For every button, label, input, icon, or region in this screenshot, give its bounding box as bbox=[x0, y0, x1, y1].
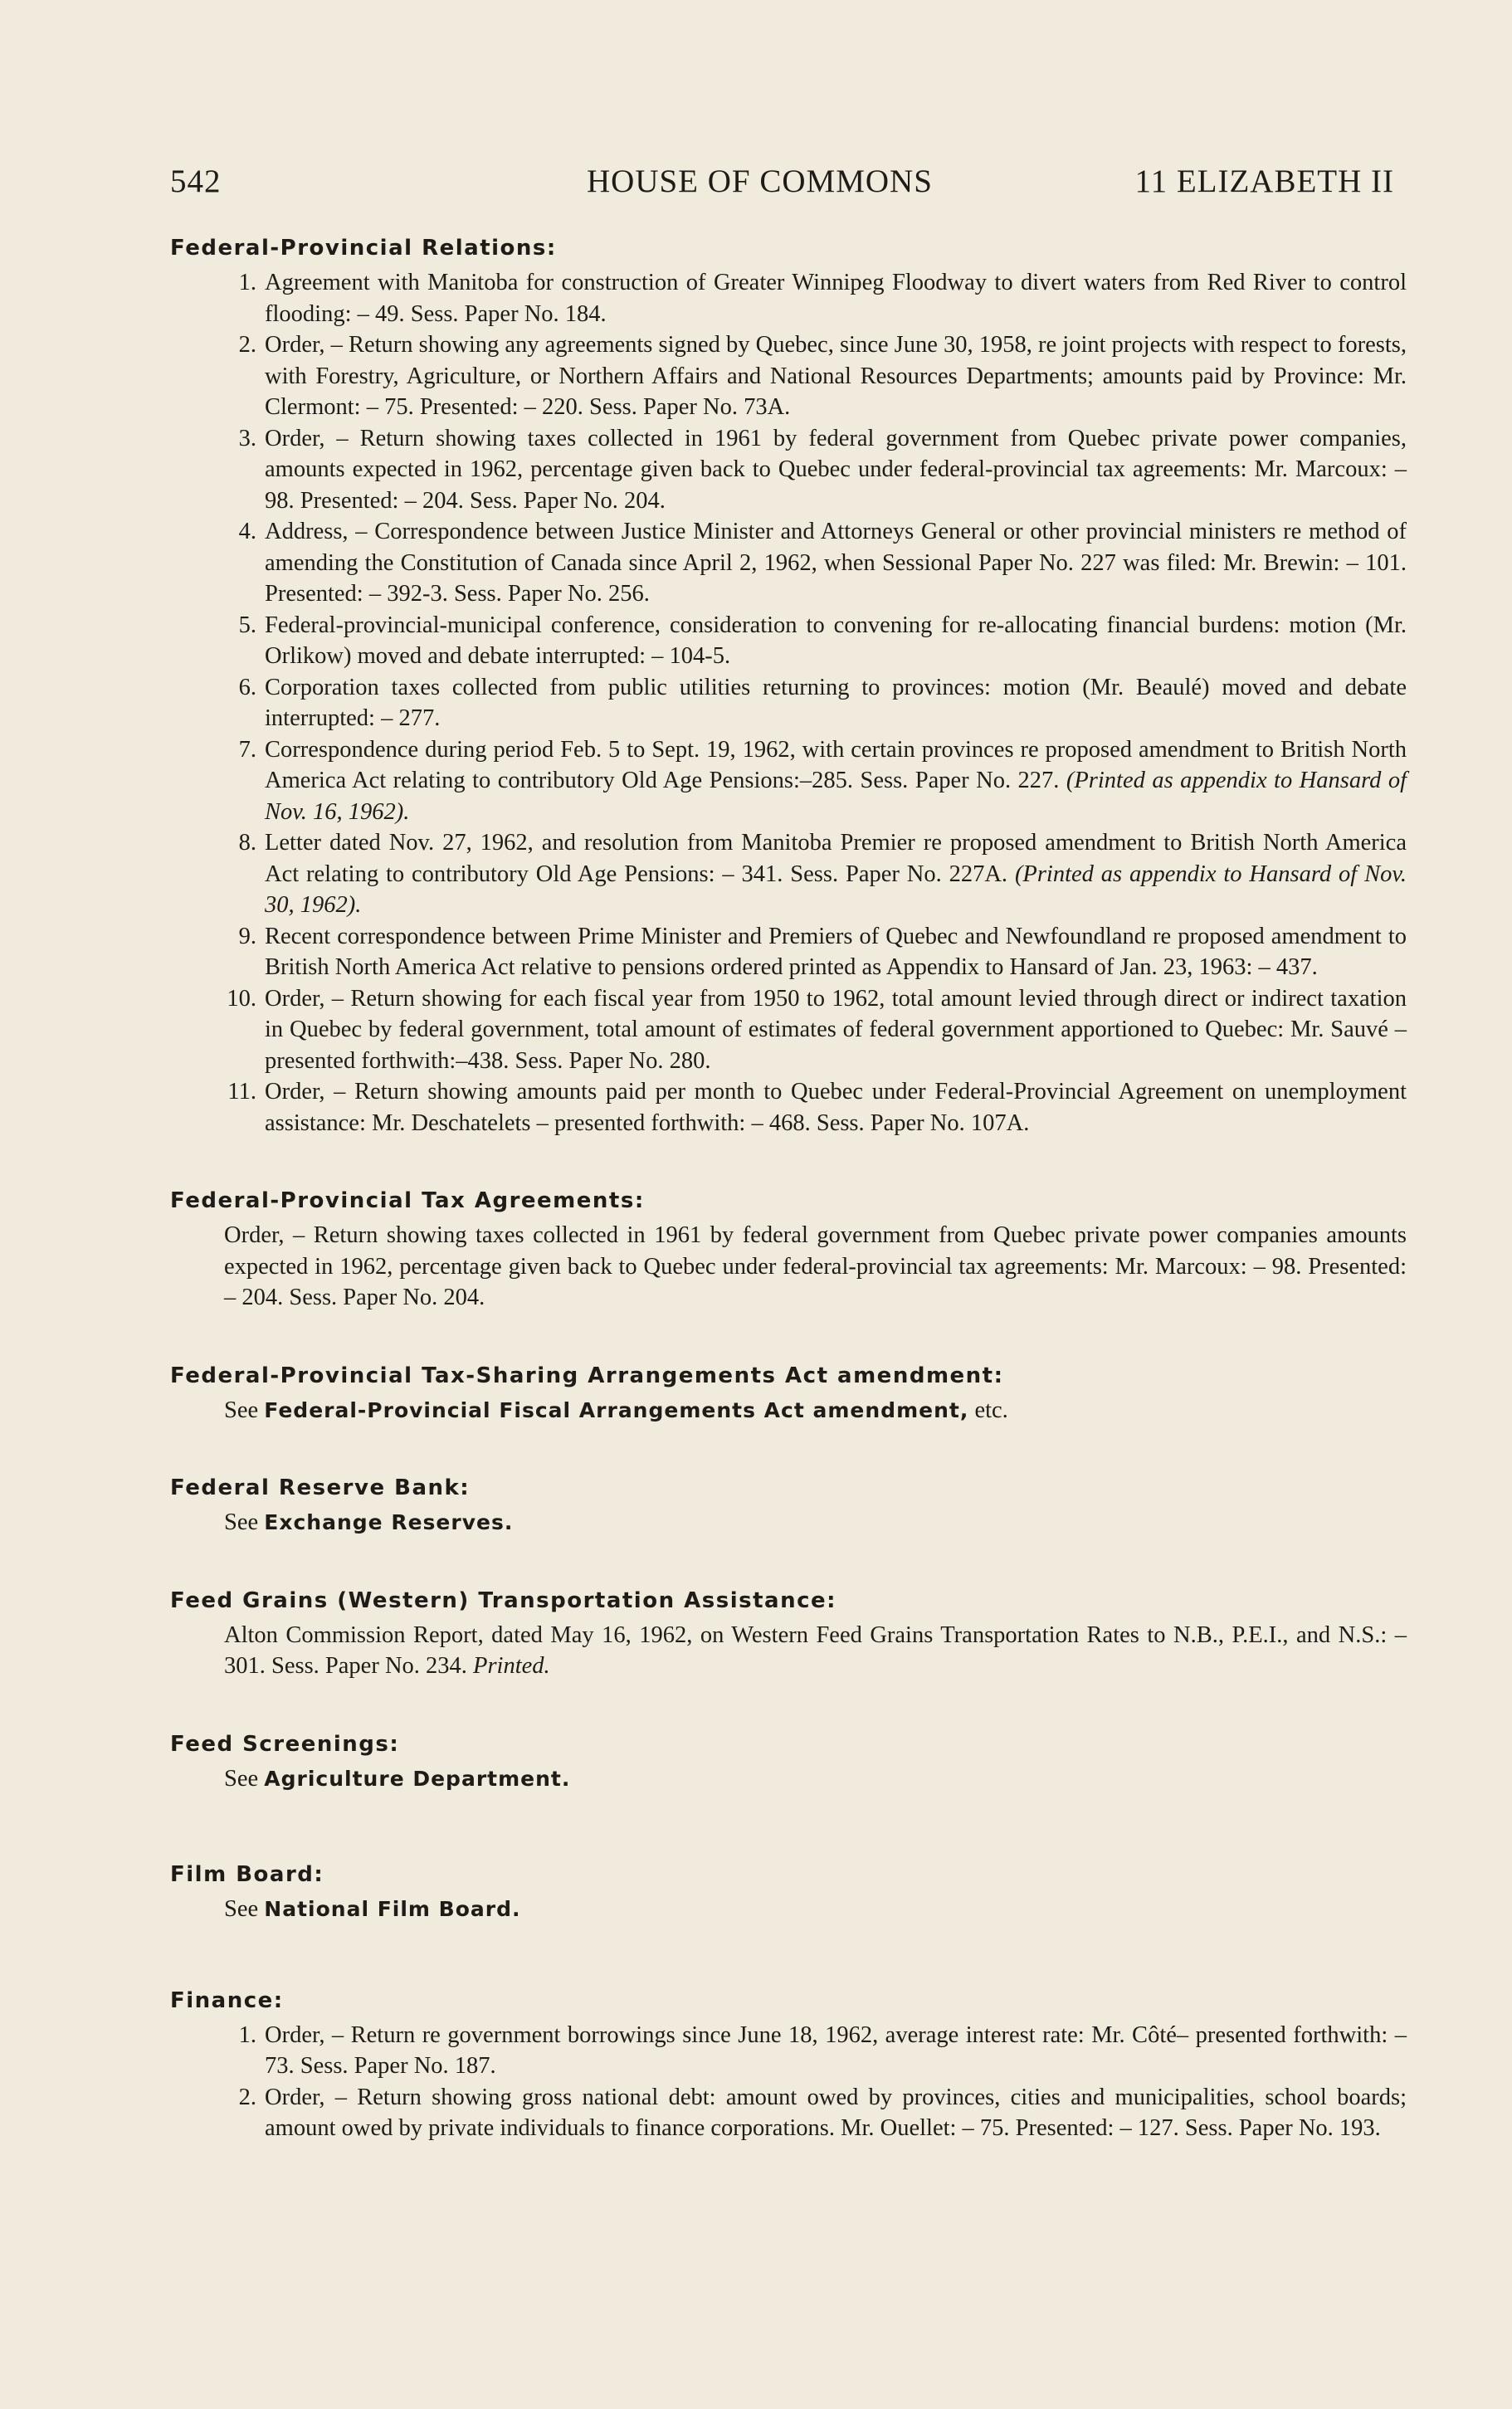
see-word: See bbox=[224, 1896, 259, 1922]
index-content bbox=[170, 232, 1407, 2191]
entry-number: 5. bbox=[238, 612, 256, 638]
cross-reference: Exchange Reserves. bbox=[264, 1510, 514, 1534]
section-federal-provincial-tax-agreements bbox=[170, 1185, 1407, 1314]
entry-italic-note: Printed. bbox=[473, 1653, 550, 1679]
section-heading: Feed Screenings: bbox=[170, 1731, 400, 1757]
index-entry bbox=[170, 2082, 1407, 2144]
index-entry bbox=[170, 516, 1407, 610]
entry-text: Address, – Correspondence between Justice Minister and Attorneys General or other provincial ministers re method of amending the Constitution of Canada since April 2, 1962, when Sessional Paper No. 227 was filed: Mr. Brewin: – 101. Presented: – 392-3. Sess. Paper No. 256. bbox=[265, 519, 1407, 607]
section-heading: Federal Reserve Bank: bbox=[170, 1475, 471, 1500]
entry-text: Order, – Return showing taxes collected in 1961 by federal government from Quebec private power companies, amounts expected in 1962, percentage given back to Quebec under federal-provincial tax agreements: Mr. Marcoux: – 98. Presented: – 204. Sess. Paper No. 204. bbox=[265, 425, 1407, 514]
index-entry bbox=[170, 329, 1407, 423]
section-federal-reserve-bank bbox=[170, 1472, 1407, 1539]
entry-number: 11. bbox=[227, 1079, 256, 1105]
see-reference bbox=[170, 1507, 1407, 1539]
entry-number: 2. bbox=[238, 2084, 256, 2110]
index-entry bbox=[170, 734, 1407, 828]
page-title: HOUSE OF COMMONS bbox=[587, 163, 933, 199]
entry-italic-note: (Printed as appendix to Hansard of Nov. 16, 1962). bbox=[265, 768, 1407, 825]
see-suffix: etc. bbox=[974, 1397, 1008, 1423]
entry-text-block bbox=[170, 1620, 1407, 1682]
section-heading: Federal-Provincial Relations: bbox=[170, 236, 557, 261]
section-heading: Federal-Provincial Tax Agreements: bbox=[170, 1188, 645, 1213]
entry-number: 1. bbox=[238, 2021, 256, 2048]
see-word: See bbox=[224, 1765, 259, 1792]
entry-number: 2. bbox=[238, 332, 256, 358]
running-header bbox=[170, 158, 1394, 207]
index-entry bbox=[170, 1076, 1407, 1139]
cross-reference: Agriculture Department. bbox=[264, 1766, 571, 1791]
index-entry bbox=[170, 921, 1407, 983]
entry-text: Agreement with Manitoba for construction of Greater Winnipeg Floodway to divert waters from Red River to control flooding: – 49. Sess. Paper No. 184. bbox=[265, 270, 1407, 327]
entry-number: 1. bbox=[238, 270, 256, 295]
entry-text: Recent correspondence between Prime Minister and Premiers of Quebec and Newfoundland re proposed amendment to British North America Act relative to pensions ordered printed as Appendix to Hansard of Jan. 23, 1963: – 437. bbox=[265, 923, 1407, 980]
entry-number: 3. bbox=[238, 425, 256, 451]
section-film-board bbox=[170, 1859, 1407, 1925]
section-finance bbox=[170, 1985, 1407, 2144]
index-entry bbox=[170, 267, 1407, 329]
see-reference bbox=[170, 1894, 1407, 1925]
see-word: See bbox=[224, 1509, 259, 1535]
see-reference bbox=[170, 1763, 1407, 1795]
entry-text: Correspondence during period Feb. 5 to Sept. 19, 1962, with certain provinces re proposed amendment to British North America Act relating to contributory Old Age Pensions:–285. Sess. Paper No. 227. bbox=[265, 736, 1407, 793]
entry-number: 7. bbox=[238, 736, 256, 763]
section-feed-screenings bbox=[170, 1729, 1407, 1795]
entry-text: Order, – Return re government borrowings since June 18, 1962, average interest rate: Mr. Côté– presented forthwith: – 73. Sess. Paper No. 187. bbox=[265, 2021, 1407, 2079]
page-number: 542 bbox=[170, 163, 222, 199]
see-reference bbox=[170, 1395, 1407, 1426]
entry-text: Alton Commission Report, dated May 16, 1962, on Western Feed Grains Transportation Rates to N.B., P.E.I., and N.S.: – 301. Sess. Paper No. 234. bbox=[224, 1621, 1407, 1679]
entry-text: Corporation taxes collected from public utilities returning to provinces: motion (Mr. Beaulé) moved and debate interrupted: – 277. bbox=[265, 674, 1407, 731]
entry-text: Order, – Return showing amounts paid per month to Quebec under Federal-Provincial Agreement on unemployment assistance: Mr. Deschatelets – presented forthwith: – 468. Sess. Paper No. 107A. bbox=[265, 1079, 1407, 1136]
index-entry bbox=[170, 2020, 1407, 2082]
entry-text: Letter dated Nov. 27, 1962, and resolution from Manitoba Premier re proposed amendment to British North America Act relating to contributory Old Age Pensions: – 341. Sess. Paper No. 227A. bbox=[265, 830, 1407, 887]
section-heading: Feed Grains (Western) Transportation Assistance: bbox=[170, 1587, 837, 1613]
entry-text: Federal-provincial-municipal conference, consideration to convening for re-allocating financial burdens: motion (Mr. Orlikow) moved and debate interrupted: – 104-5. bbox=[265, 612, 1407, 669]
entry-text: Order, – Return showing for each fiscal year from 1950 to 1962, total amount levied through direct or indirect taxation in Quebec by federal government, total amount of estimates of federal government apportioned to Quebec: Mr. Sauvé – presented forthwith:–438. Sess. Paper No. 280. bbox=[265, 985, 1407, 1074]
section-heading: Finance: bbox=[170, 1987, 284, 2013]
index-entry bbox=[170, 610, 1407, 672]
regnal-year: 11 ELIZABETH II bbox=[1134, 163, 1394, 199]
section-heading: Federal-Provincial Tax-Sharing Arrangements Act amendment: bbox=[170, 1363, 1004, 1388]
entry-number: 9. bbox=[238, 923, 256, 949]
cross-reference: National Film Board. bbox=[264, 1897, 521, 1921]
index-entry bbox=[170, 983, 1407, 1077]
entry-number: 6. bbox=[238, 674, 256, 700]
see-word: See bbox=[224, 1397, 259, 1423]
entry-text: Order, – Return showing taxes collected in 1961 by federal government from Quebec private power companies amounts expected in 1962, percentage given back to Quebec under federal-provincial tax agreements: Mr. Marcoux: – 98. Presented: – 204. Sess. Paper No. 204. bbox=[224, 1222, 1407, 1310]
entry-number: 4. bbox=[238, 519, 256, 544]
index-entry bbox=[170, 423, 1407, 517]
entry-number: 8. bbox=[238, 830, 256, 856]
entry-italic-note: (Printed as appendix to Hansard of Nov. 30, 1962). bbox=[265, 861, 1407, 918]
section-feed-grains bbox=[170, 1585, 1407, 1682]
index-entry bbox=[170, 672, 1407, 734]
index-entry bbox=[170, 827, 1407, 921]
entry-text: Order, – Return showing any agreements signed by Quebec, since June 30, 1958, re joint projects with respect to forests, with Forestry, Agriculture, or Northern Affairs and National Resources Departments; amounts paid by Province: Mr. Clermont: – 75. Presented: – 220. Sess. Paper No. 73A. bbox=[265, 332, 1407, 420]
entry-number: 10. bbox=[227, 985, 256, 1012]
cross-reference: Federal-Provincial Fiscal Arrangements Act amendment, bbox=[264, 1397, 969, 1422]
section-tax-sharing-arrangements bbox=[170, 1360, 1407, 1426]
entry-text: Order, – Return showing gross national debt: amount owed by provinces, cities and municipalities, school boards; amount owed by private individuals to finance corporations. Mr. Ouellet: – 75. Presented: – 127. Sess. Paper No. 193. bbox=[265, 2084, 1407, 2141]
section-federal-provincial-relations bbox=[170, 232, 1407, 1139]
section-heading: Film Board: bbox=[170, 1862, 324, 1887]
